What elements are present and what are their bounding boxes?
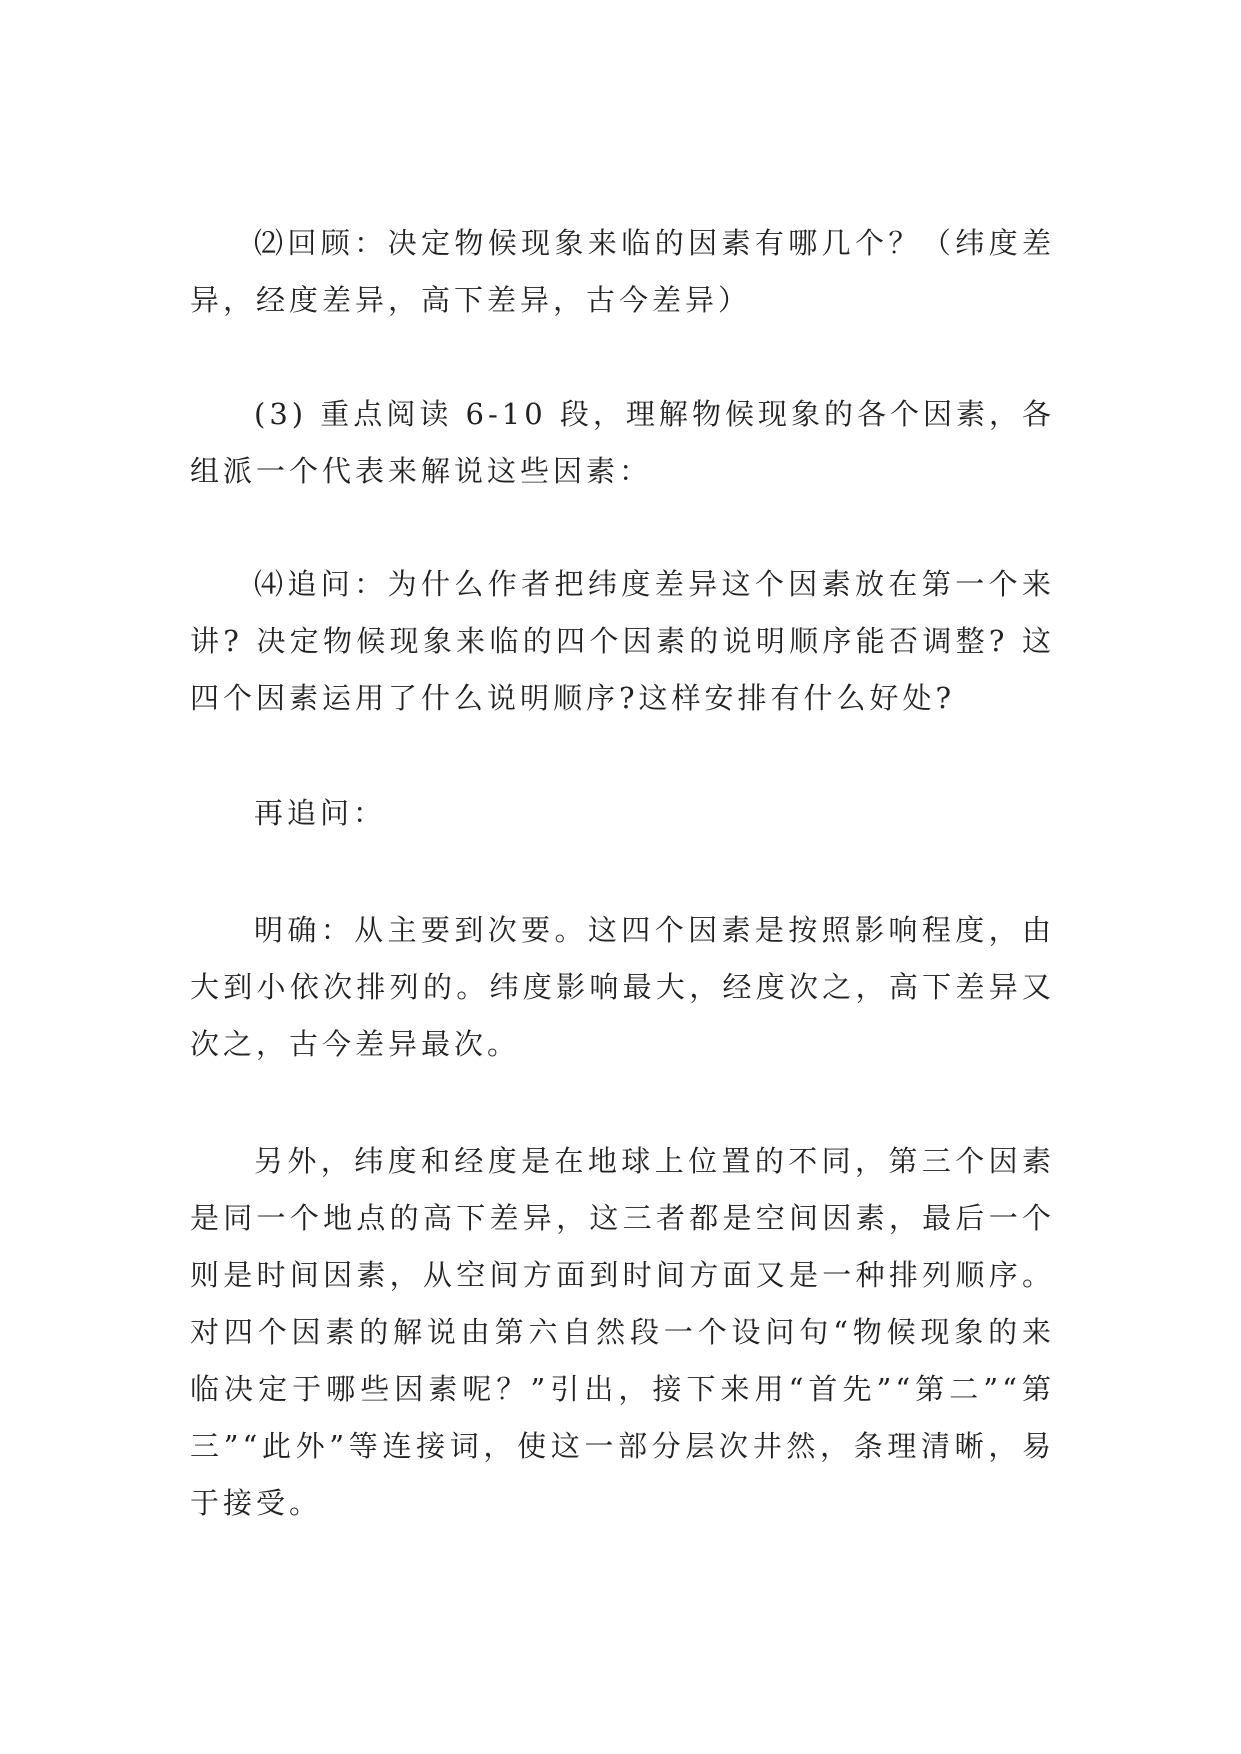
paragraph-additional-explanation: 另外，纬度和经度是在地球上位置的不同，第三个因素是同一个地点的高下差异，这三者都是空间因素，最后一个则是时间因素，从空间方面到时间方面又是一种排列顺序。对四个因素的解说由第六自然段一个设问句“物候现象的来临决定于哪些因素呢？”引出，接下来用“首先”“第二”“第三”“此外”等连接词，使这一部分层次井然，条理清晰，易于接受。: [190, 1144, 1055, 1520]
document-body: [190, 215, 1055, 1532]
paragraph-follow-up-question: ⑷追问：为什么作者把纬度差异这个因素放在第一个来讲? 决定物候现象来临的四个因素的说明顺序能否调整? 这四个因素运用了什么说明顺序?这样安排有什么好处?: [190, 567, 1055, 715]
paragraph-review: ⑵回顾：决定物候现象来临的因素有哪几个？（纬度差异，经度差异，高下差异，古今差异）: [190, 226, 1055, 317]
paragraph-reading-task: (3) 重点阅读 6-10 段，理解物候现象的各个因素，各组派一个代表来解说这些因素：: [190, 397, 1055, 488]
paragraph-further-question: 再追问：: [254, 796, 387, 830]
paragraph-clarification: 明确：从主要到次要。这四个因素是按照影响程度，由大到小依次排列的。纬度影响最大，经度次之，高下差异又次之，古今差异最次。: [190, 913, 1055, 1061]
